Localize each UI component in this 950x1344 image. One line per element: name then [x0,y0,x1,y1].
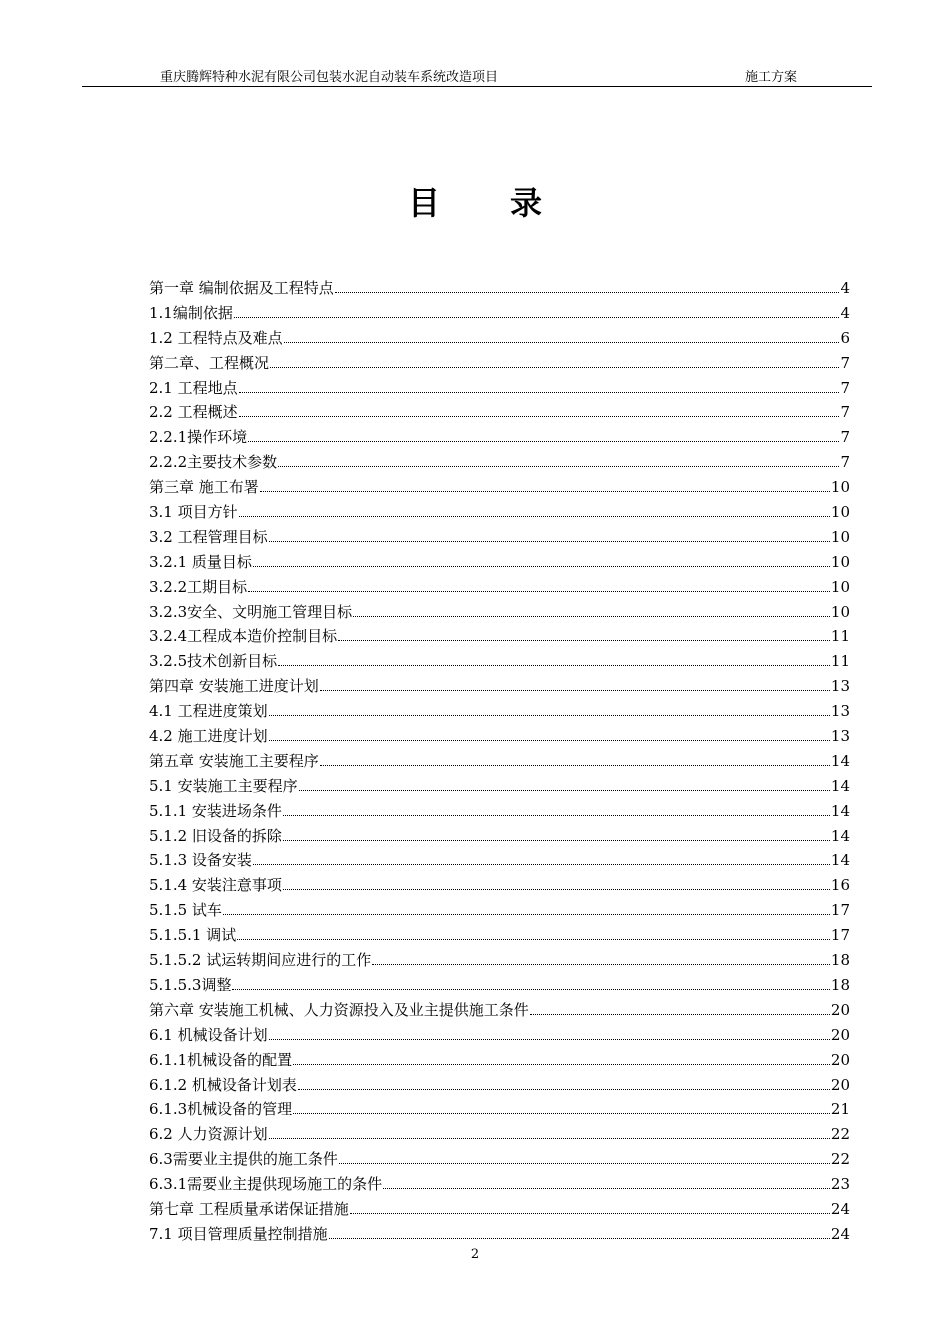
toc-dot-leader [223,914,830,915]
toc-entry[interactable] [149,649,850,674]
toc-dot-leader [353,616,830,617]
toc-entry[interactable] [149,1197,850,1222]
toc-entry[interactable] [149,525,850,550]
toc-dot-leader [269,1039,830,1040]
toc-entry-label: 第五章 安装施工主要程序 [149,751,319,770]
toc-dot-leader [530,1014,830,1015]
toc-entry-page: 10 [830,577,850,596]
toc-entry-label: 6.2 人力资源计划 [149,1125,268,1144]
toc-dot-leader [293,1113,830,1114]
toc-entry[interactable] [149,326,850,351]
toc-entry[interactable] [149,923,850,948]
header-divider [82,86,872,87]
toc-entry-page: 7 [840,428,850,447]
toc-entry-page: 10 [830,602,850,621]
toc-dot-leader [338,640,830,641]
toc-entry-page: 7 [840,378,850,397]
toc-dot-leader [278,665,830,666]
toc-entry[interactable] [149,824,850,849]
toc-entry-page: 14 [830,776,850,795]
toc-entry[interactable] [149,674,850,699]
toc-entry[interactable] [149,425,850,450]
toc-entry[interactable] [149,575,850,600]
toc-dot-leader [372,964,830,965]
toc-entry[interactable] [149,948,850,973]
header-project-title: 重庆腾辉特种水泥有限公司包装水泥自动装车系统改造项目 [160,70,499,85]
toc-entry[interactable] [149,1048,850,1073]
toc-title [0,178,950,224]
toc-entry-label: 6.3需要业主提供的施工条件 [149,1150,338,1169]
toc-entry-page: 6 [840,328,850,347]
toc-dot-leader [269,740,830,741]
toc-entry-label: 第四章 安装施工进度计划 [149,677,319,696]
toc-title-char-1: 目 [407,184,440,222]
toc-entry[interactable] [149,799,850,824]
toc-dot-leader [234,317,840,318]
toc-entry-label: 3.2 工程管理目标 [149,527,268,546]
toc-entry-label: 第二章、工程概况 [149,353,270,372]
toc-entry-label: 第七章 工程质量承诺保证措施 [149,1199,349,1218]
toc-dot-leader [320,690,830,691]
toc-dot-leader [237,939,830,940]
toc-entry-page: 20 [830,1000,850,1019]
toc-entry[interactable] [149,1222,850,1247]
toc-entry[interactable] [149,1023,850,1048]
toc-entry[interactable] [149,276,850,301]
toc-entry[interactable] [149,600,850,625]
toc-entry[interactable] [149,998,850,1023]
toc-dot-leader [283,889,830,890]
toc-entry-page: 10 [830,478,850,497]
toc-dot-leader [335,292,840,293]
toc-entry[interactable] [149,351,850,376]
toc-entry-label: 6.1.1机械设备的配置 [149,1050,293,1069]
toc-entry-page: 10 [830,552,850,571]
toc-entry-page: 14 [830,851,850,870]
toc-entry-label: 3.1 项目方针 [149,503,238,522]
toc-entry[interactable] [149,550,850,575]
toc-entry-label: 5.1.3 设备安装 [149,851,252,870]
toc-entry-label: 3.2.4工程成本造价控制目标 [149,627,338,646]
toc-entry-label: 1.2 工程特点及难点 [149,328,283,347]
toc-dot-leader [283,840,830,841]
toc-entry-page: 24 [830,1199,850,1218]
toc-entry-label: 2.1 工程地点 [149,378,238,397]
toc-entry-page: 20 [830,1025,850,1044]
toc-dot-leader [269,1138,830,1139]
toc-dot-leader [239,416,840,417]
toc-entry-page: 11 [830,627,850,646]
toc-entry-label: 第六章 安装施工机械、人力资源投入及业主提供施工条件 [149,1000,529,1019]
toc-dot-leader [339,1163,830,1164]
toc-dot-leader [329,1238,830,1239]
toc-entry[interactable] [149,1097,850,1122]
toc-entry-page: 7 [840,453,850,472]
toc-dot-leader [269,541,830,542]
toc-dot-leader [239,516,830,517]
page-number: 2 [470,1247,480,1262]
toc-entry-label: 2.2.1操作环境 [149,428,248,447]
table-of-contents [149,276,850,1247]
toc-dot-leader [293,1064,830,1065]
toc-entry-label: 6.1 机械设备计划 [149,1025,268,1044]
toc-entry-page: 4 [840,279,850,297]
toc-dot-leader [253,864,830,865]
toc-dot-leader [248,441,839,442]
toc-entry[interactable] [149,475,850,500]
toc-entry[interactable] [149,500,850,525]
toc-entry-label: 4.2 施工进度计划 [149,727,268,746]
toc-entry-label: 5.1.5.3调整 [149,975,232,994]
toc-dot-leader [270,367,839,368]
toc-entry-label: 2.2 工程概述 [149,403,238,422]
toc-entry-page: 20 [830,1050,850,1069]
toc-entry-label: 5.1 安装施工主要程序 [149,776,298,795]
toc-entry-page: 16 [830,876,850,895]
toc-entry[interactable] [149,624,850,649]
toc-entry-page: 18 [830,951,850,970]
toc-entry-label: 第一章 编制依据及工程特点 [149,279,334,297]
toc-entry-page: 14 [830,826,850,845]
toc-entry-page: 10 [830,527,850,546]
toc-entry-page: 22 [830,1150,850,1169]
toc-dot-leader [298,1089,830,1090]
toc-entry-page: 4 [840,303,850,322]
toc-entry-label: 5.1.2 旧设备的拆除 [149,826,282,845]
toc-entry[interactable] [149,774,850,799]
toc-dot-leader [284,342,840,343]
toc-entry[interactable] [149,1122,850,1147]
toc-entry-label: 1.1编制依据 [149,303,233,322]
toc-entry-label: 5.1.5.1 调试 [149,926,237,945]
toc-entry-label: 5.1.1 安装进场条件 [149,801,282,820]
toc-entry-page: 10 [830,503,850,522]
toc-entry-label: 2.2.2主要技术参数 [149,453,278,472]
toc-entry[interactable] [149,973,850,998]
toc-entry-label: 3.2.1 质量目标 [149,552,252,571]
toc-entry-label: 3.2.3安全、文明施工管理目标 [149,602,353,621]
toc-entry-label: 5.1.4 安装注意事项 [149,876,282,895]
toc-entry[interactable] [149,699,850,724]
toc-dot-leader [232,989,829,990]
toc-entry-label: 6.1.2 机械设备计划表 [149,1075,297,1094]
toc-entry-page: 7 [840,353,850,372]
toc-entry-page: 20 [830,1075,850,1094]
toc-entry[interactable] [149,376,850,401]
toc-dot-leader [283,815,830,816]
toc-entry-label: 第三章 施工布署 [149,478,259,497]
toc-entry-page: 11 [830,652,850,671]
toc-dot-leader [269,715,830,716]
toc-dot-leader [239,392,840,393]
toc-dot-leader [278,466,839,467]
toc-entry-page: 23 [830,1175,850,1194]
page-header [82,66,872,86]
toc-entry-label: 3.2.5技术创新目标 [149,652,278,671]
toc-dot-leader [350,1213,830,1214]
toc-dot-leader [383,1188,830,1189]
toc-entry-page: 13 [830,702,850,721]
toc-entry-label: 6.1.3机械设备的管理 [149,1100,293,1119]
toc-entry[interactable] [149,848,850,873]
toc-entry[interactable] [149,1147,850,1172]
toc-entry-label: 3.2.2工期目标 [149,577,248,596]
toc-dot-leader [299,790,830,791]
toc-entry-label: 5.1.5 试车 [149,901,222,920]
toc-entry[interactable] [149,450,850,475]
toc-entry[interactable] [149,898,850,923]
toc-title-char-2: 录 [510,184,543,222]
toc-entry-page: 17 [830,901,850,920]
toc-entry[interactable] [149,400,850,425]
toc-dot-leader [253,566,830,567]
toc-entry-page: 21 [830,1100,850,1119]
toc-dot-leader [320,765,830,766]
toc-entry[interactable] [149,873,850,898]
toc-entry[interactable] [149,1172,850,1197]
toc-entry-page: 13 [830,677,850,696]
toc-entry-page: 13 [830,727,850,746]
toc-entry-page: 14 [830,751,850,770]
header-doc-type: 施工方案 [744,70,797,85]
toc-entry-label: 6.3.1需要业主提供现场施工的条件 [149,1175,383,1194]
toc-entry[interactable] [149,724,850,749]
toc-entry-page: 14 [830,801,850,820]
toc-entry-page: 17 [830,926,850,945]
toc-entry-label: 5.1.5.2 试运转期间应进行的工作 [149,951,372,970]
toc-entry-page: 22 [830,1125,850,1144]
toc-dot-leader [248,591,830,592]
toc-entry[interactable] [149,749,850,774]
toc-entry-page: 7 [840,403,850,422]
toc-entry[interactable] [149,301,850,326]
toc-entry-label: 4.1 工程进度策划 [149,702,268,721]
toc-dot-leader [260,491,830,492]
toc-entry-page: 24 [830,1224,850,1243]
toc-entry[interactable] [149,1073,850,1098]
toc-entry-label: 7.1 项目管理质量控制措施 [149,1224,328,1243]
toc-entry-page: 18 [830,975,850,994]
